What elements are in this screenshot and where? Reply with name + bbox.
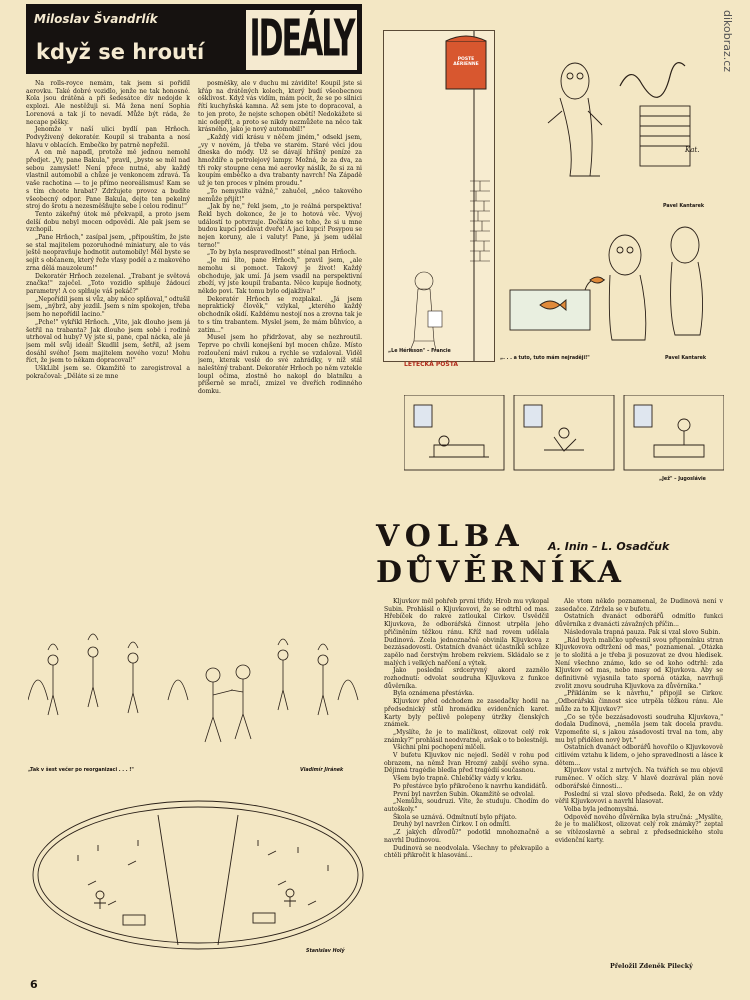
paragraph: Musel jsem ho přidržovat, aby se nezhroutil. Teprve po chvíli konejšení byl mocen chůze. Místo rozloučení mávl rukou a rychle se vzdaloval. Viděl jsem, kterak veslé do své zahrádky, v níž stál naleštěný trabant. Dekoratér Hrňoch po něm vztekle loupl očima, zlostně ho nakopl do blatníku a příšerně se mračí, zmizel ve dveřích rodinného domku. xyxy=(198,334,362,396)
kuntarek1-credit: Pavel Kantarek xyxy=(663,204,705,209)
paragraph: Druhý byl navržen Čírkov. I on odmítl. xyxy=(393,821,511,829)
paragraph: Dekoratér Hrňoch zezelenal. „Trabant je světová značka!" zaječel. „Toto vozidlo splňuje žádoucí parametry! A co splňuje váš pekáč?" xyxy=(26,272,190,295)
kuntarek2-credit: Pavel Kantarek xyxy=(665,356,707,361)
paragraph: Kljuvkov měl pohřeb první třídy. Hrob mu vykopal Subin. Prohlásil o Kljuvkovovi, že se odtrhl od mas. Hřebíček do rakve zatloukal Cirkov. Usvědčil Kljuvkova, že odborářská činnost utrpěla jeho přičiněním těžkou ránu. Kříž nad rovem udělala Dudinová. Zcela jednoznačně obvinila Kljuvkova z bezzásadovosti. Ostatních dvanáct účastníků schůze zapělo nad čerstvým hrobem rekviem. Skládalo se z malých i velkých nařčení a výtek. xyxy=(384,598,549,667)
paragraph: „Jak by ne," řekl jsem, „to je reálná perspektiva! Řekl bych dokonce, že je to hotová věc. Vývoj událostí to potvrzuje. Dočkáte se toho, že si u mne budou kupci podávat dveře! A jací kupci! Posypou se nejen koruny, ale i valuty! Pane, já jsem udělal terno!" xyxy=(198,203,362,249)
paragraph: Na rolls-royce nemám, tak jsem si pořídil aerovku. Také dobré vozidlo, jenže ne tak honosné. Kola jsou drátěná a při šedesátce dív nedojde k explozi. Ale nestěžuji si. Má žena není Sophia Lorenová a tak jí to nevadí. Může být ráda, že necape pěšky. xyxy=(26,80,190,126)
paragraph: Kljuvkov před odchodem ze zasedačky hodil na předsednický stůl hromádku evidenčních karet. Karty byly pečlivě polepeny útržky členských známek. xyxy=(384,698,549,729)
paragraph: Ale vtom někdo poznamenal, že Dudinová není v zasedačce. Zdržela se v bufetu. xyxy=(555,598,723,613)
letecka-credit: „Le Hérisson" – Francie xyxy=(388,349,451,354)
cartoon-signature: Kat. xyxy=(685,146,700,154)
paragraph: V bufetu Kljuvkov nic nejedl. Seděl v rohu pod obrazem, na němž Ivan Hrozný zabíjí svého syna. Dějinná tragédie bledla před tragédií současnou. xyxy=(384,752,549,775)
paragraph: „Přikláním se k návrhu," připojil se Cirkov. „Odborářská činnost sice utrpěla těžkou ránu. Ale může za to Kljuvkov?" xyxy=(555,690,723,713)
paragraph: „Rád bych maličko upřesnil svou připomínku stran Kljuvkovova odtržení od mas," poznamenal. „Otázka je to složitá a je třeba ji posuzovat ze dvou hledisek. Není všechno známo, kdo se od koho odtrhl: zda Kljuvkov od mas, nebo masy od Kljuvkova. Aby se definitivně vyjasnila tato sporná otázka, navrhuji zvolit znovu soudruha Kljuvkova za důvěrníka." xyxy=(555,636,723,690)
paragraph: Poslední si vzal slovo předseda. Řekl, že on vždy věřil Kljuvkovovi a navrhl hlasovat. xyxy=(555,790,723,806)
paragraph: „Nemůžu, soudruzi. Víte, že studuju. Chodím do autoškoly." xyxy=(384,798,549,813)
article2-authors: A. Inin – L. Osadčuk xyxy=(548,540,670,553)
letecka-posta-label: LETECKÁ POŠTA xyxy=(404,361,458,368)
article2-translator: Přeložil Zdeněk Pilecký xyxy=(610,963,693,970)
paragraph: „Co se týče bezzásadovosti soudruha Kljuvkova," dodala Dudinová, „neměla jsem tak docela pravdu. Vzpomeňte si, s jakou zásadovostí trval na tom, aby mu byl přidělen nový byt." xyxy=(555,713,723,744)
cartoon-snake-illustration xyxy=(500,26,713,196)
paragraph: Tento zákeřný útok mě překvapil, a proto jsem delší dobu nebyl mocen odpovědi. Ale pak jsem se vzchopil. xyxy=(26,210,190,234)
paragraph: Jenomže v naší ulici bydlí pan Hrňoch. Podvyživený dekoratér. Koupil si trabanta a nosí hlavu v oblacích. Embečko by patrně nepřežil. xyxy=(26,126,190,149)
paragraph: Odpověď nového důvěrníka byla stručná: „Myslíte, že je to maličkost, olizovat celý rok známky?" zeptal se vítězoslavně a sebral z předsednického stolu evidenční karty. xyxy=(555,813,723,844)
paragraph: UškLibl jsem se. Okamžitě to zaregistroval a pokračoval: „Děláte si ze mne xyxy=(26,365,190,380)
paragraph: „Nepořídil jsem si vůz, aby něco splňoval," odtušil jsem, „nýbrž, aby jezdil. Jsem s ním spokojen, třeba jsem ho nepořídil lacino." xyxy=(26,295,190,319)
cartoon-kuntarek-1 xyxy=(500,26,713,209)
jez-credit: „Jež" – Jugoslávie xyxy=(659,477,706,482)
paragraph: Ostatních dvanáct odborářů odmítlo funkci důvěrníka z dvanácti závažných příčin... xyxy=(555,613,723,629)
paragraph: Jako poslední srdceryvný akord zaznělo rozhodnutí: odvolat soudruha Kljuvkova z funkce důvěrníka. xyxy=(384,667,549,690)
paragraph: Všichni plni pochopení mlčeli. xyxy=(393,744,486,752)
page-number: 6 xyxy=(30,978,38,991)
article1-title-small: když se hroutí xyxy=(36,40,205,64)
article1-column-2 xyxy=(198,80,362,600)
holy-credit: Stanislav Holý xyxy=(306,949,345,954)
paragraph: Škola se uznává. Odmítnutí bylo přijato. xyxy=(393,813,517,821)
paragraph: „Myslíte, že je to maličkost, olizovat celý rok známky?" prohlásil neodvratně, avšak o to bolestněji. xyxy=(384,728,549,744)
jiranek-caption: „Tak v šest večer po reorganizaci . . . !" xyxy=(28,768,134,773)
article2-title-line2: DŮVĚRNÍKA xyxy=(376,555,625,590)
article2-column-2 xyxy=(555,598,723,958)
paragraph: „Pche!" vykřikl Hrňoch. „Vite, jak dlouho jsem já šetřil na trabanta? Jak dlouho jsem sobě i rodině utrhoval od huby? Vy jste si, pane, cpal nácka, ale já jsem měl svůj ideál! Škudlil jsem, šetřil, až jsem dosáhl svého! Jsem majitelem nového vozu! Mohu říct, že jsem to někam dopracoval!" xyxy=(26,318,190,365)
cartoon-holy xyxy=(28,795,368,980)
article2-column-1 xyxy=(384,598,549,978)
paragraph: „To by byla nespravedlnost!" sténal pan Hrňoch. xyxy=(207,249,357,257)
paragraph: posměšky, ale v duchu mi závidíte! Koupil jste si křáp na drátěných kolech, který budí všeobecnou ošklivost. Když vás vidím, mám pocit, že se po silnici řítí kuchyňská kamna. Až sem jste to dopracoval, a to jen proto, že nejste schopen obětí! Nedokážete si nic odepřít, a proto se nikdy nezmůžete na něco tak krásného, jako je nový automobil!" xyxy=(198,80,362,134)
paragraph: „Z jakých důvodů?" podotkl mnohoznačně a navrhl Dudinovou. xyxy=(384,829,549,844)
paragraph: Všem bylo trapně. Chlebíčky vázly v krku. xyxy=(393,775,523,783)
article1-title-big: IDEÁLY xyxy=(246,10,357,70)
paragraph: Byla oznámena přestávka. xyxy=(393,690,475,698)
cartoon-letecka-posta xyxy=(383,30,495,362)
paragraph: „Pane Hrňoch," zasípal jsem, „připouštím, že jste se stal majitelem pozoruhodné miniatury, ale to vás ještě neopravňuje hodnotit automobily! Měl byste se sejít s občanem, který řeže vlasy podél a z makového zrna dělá mauzoleum!" xyxy=(26,234,190,272)
jiranek-credit: Vladimír Jiránek xyxy=(300,768,344,773)
site-watermark: dikobraz.cz xyxy=(721,10,734,73)
paragraph: A on mě napadl, protože mě jednou nemohl předjet. „Vy, pane Bakula," pravil, „byste se měl nad sebou zamyslet! Není přece nutné, aby každý vlastnil automobil a chůze je venkoncem zdravá. Ta vaše rachotina — to je přímo neoreálismus! Kam se s tím chcete hrabat? Zdržujete provoz a budíte všeobecný odpor. Pane Bakula, dejte ten pekelný stroj do šrotu a nezesměšňujte sebe i celou rodinu!" xyxy=(26,149,190,211)
paragraph: „Je mi líto, pane Hrňoch," pravil jsem, „ale nemohu si pomoct. Takový je život! Každý obchoduje, jak umí. Já jsem vsadil na perspektivní zboží, vy jste koupil trabanta. Něco kupuje hodnoty, někdo povi. Tak tomu bylo odjakživa!" xyxy=(198,257,362,295)
paragraph: Volba byla jednomyslná. xyxy=(564,805,639,813)
mailbox-label: POSTE AÉRIENNE xyxy=(453,57,479,67)
article1-header xyxy=(26,4,362,74)
cartoon-fish-illustration xyxy=(500,200,713,350)
article2-title-line1: VOLBA xyxy=(376,519,525,554)
paragraph: „Každý vidí krásu v něčem jiném," odsekl jsem, „vy v novém, já třeba ve starém. Staré věci jdou dneska do módy. Už se dávají hříšný peníze za hmoždíře a petrolejový lampy. Možná, že za dva, za tři roky stoupne cena mé aerovky náslík, že si za ni koupím embéčko a dva trabanty navrch! Na Západě už je ten proces v plném proudu." xyxy=(198,133,362,188)
cartoon-holy-illustration xyxy=(28,795,368,955)
cartoon-letecka-illustration xyxy=(384,31,494,361)
article1-column-1 xyxy=(26,80,190,600)
paragraph: „To nemyslíte vážně," zahučel, „něco takového nemůže přijít!" xyxy=(198,187,362,203)
article1-author: Miloslav Švandrlík xyxy=(34,12,158,26)
paragraph: Po přestávce bylo přikročeno k navrhu kandidátů. xyxy=(393,782,548,790)
paragraph: Dekoratér Hrňoch se rozplakal. „Já jsem nepraktický člověk," vzlykal, „kterého každý obchodník ošidí. Každému nestojí nos a zrovna tak je to s tím trabantem. Myslel jsem, že mám bůhvíco, a zatím..." xyxy=(198,295,362,334)
cartoon-jiranek-illustration xyxy=(28,600,368,760)
cartoon-jiranek xyxy=(28,600,368,785)
paragraph: Následovala trapná pauza. Pak si vzal slovo Subin. xyxy=(564,628,721,636)
cartoon-jez-strip xyxy=(404,395,724,505)
fish-caption: „. . . a tuto, tuto mám nejraději!" xyxy=(500,356,590,361)
paragraph: Ostatních dvanáct odborářů hovořilo o Kljuvkovově citlivém vztahu k lidem, o jeho spravedlnosti a lásce k dětem... xyxy=(555,744,723,767)
paragraph: První byl navržen Subin. Okamžitě se odvolal. xyxy=(393,790,535,798)
cartoon-kuntarek-2 xyxy=(500,200,713,370)
paragraph: Kljuvkov vstal z mrtvých. Na tvářích se mu objevil ruměnec. V očích slzy. V hlavě dozrával plán nové odborářské činnosti... xyxy=(555,767,723,790)
paragraph: Dudinová se neodvolala. Všechny to překvapilo a chtěli přikročit k hlasování... xyxy=(384,844,549,860)
